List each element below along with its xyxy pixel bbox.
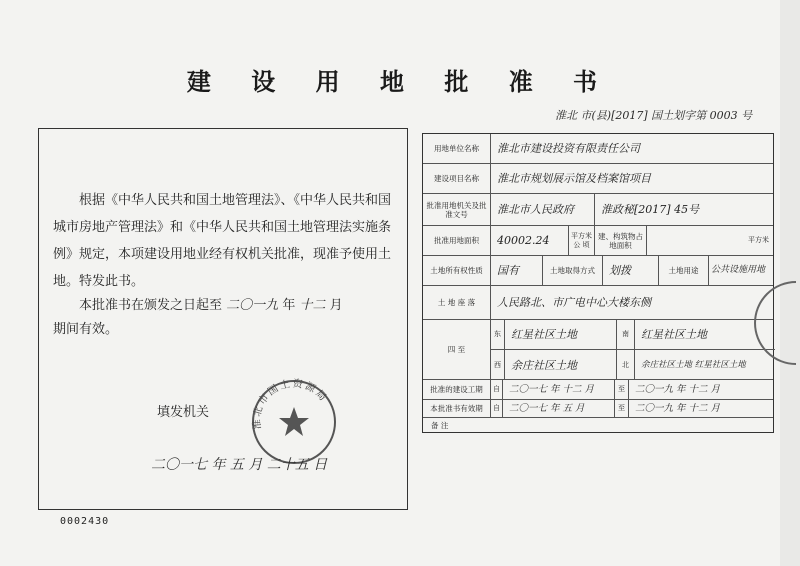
project-value: 淮北市规划展示馆及档案馆项目 [497,172,651,185]
remarks-label: 备 注 [431,421,449,430]
document-number: 淮北 市(县)[2017] 国土划字第 0003 号 [555,109,753,122]
partial-seal-right [752,278,796,372]
validity-year: 二〇一九 [226,298,279,313]
seal-text: 淮北市国土资源局 [251,378,330,430]
land-info-table [422,133,774,433]
approval-org: 淮北市人民政府 [491,194,595,225]
period-from-label: 自 [491,380,503,399]
validity-prefix: 本批准书在颁发之日起至 [79,298,223,313]
area-unit-sqm: 平方米 [571,231,592,240]
west-label: 西 [491,350,505,380]
boundary-label: 四 至 [423,320,491,379]
valid-to: 二〇一九 年 十二 月 [635,403,721,414]
boundary-row [423,320,773,380]
table-row [423,134,773,164]
east-label: 东 [491,320,505,349]
table-row [423,256,773,286]
validity-period [53,294,393,342]
validity-year-label: 年 [282,298,296,313]
table-row [423,380,773,400]
table-row [423,226,773,256]
period-from: 二〇一七 年 十二 月 [503,380,615,399]
north-label: 北 [617,350,635,380]
validity-month: 十二 [299,298,326,313]
period-to-label: 至 [615,380,629,399]
valid-from: 二〇一七 年 五 月 [503,400,615,417]
approval-label: 批准用地机关及批准文号 [423,194,491,225]
issuer-label: 填发机关 [157,405,210,420]
valid-label: 本批准书有效期 [423,400,491,417]
south-value: 红星社区土地 [641,328,707,341]
page-title: 建 设 用 地 批 准 书 [186,68,614,96]
building-area-unit: 平方米 [748,236,769,244]
area-unit-mu: 公 顷 [573,240,590,249]
table-row [423,400,773,418]
use-label: 土地用途 [659,256,709,285]
project-label: 建设项目名称 [423,164,491,193]
area-label: 批准用地面积 [423,226,491,255]
ownership-value: 国有 [491,256,543,285]
east-value: 红星社区土地 [505,320,617,349]
building-area-label: 建、构筑物占地面积 [595,226,647,255]
table-row [423,286,773,320]
location-value: 人民路北、市广电中心大楼东侧 [497,296,651,309]
location-label: 土 地 座 落 [423,286,491,319]
validity-suffix: 期间有效。 [53,322,119,337]
unit-label: 用地单位名称 [423,134,491,163]
serial-number: 0002430 [60,516,110,527]
table-row [423,194,773,226]
north-value: 余庄社区土地 红星社区土地 [641,360,746,370]
period-to: 二〇一九 年 十二 月 [635,384,721,395]
south-label: 南 [617,320,635,349]
west-value: 余庄社区土地 [505,350,617,380]
valid-from-label: 自 [491,400,503,417]
approval-doc: 淮政秘[2017] 45号 [601,203,700,216]
approval-statement-box [38,128,408,510]
validity-month-label: 月 [329,298,343,313]
valid-to-label: 至 [615,400,629,417]
area-value: 40002.24 [491,226,569,255]
period-label: 批准的建设工期 [423,380,491,399]
supply-value: 划拨 [603,256,659,285]
approval-statement: 根据《中华人民共和国土地管理法》、《中华人民共和国城市房地产管理法》和《中华人民共和国土地管理法实施条例》规定，本项建设用地业经有权机关批准，现准予使用土地。特发此书。 [53,193,392,289]
table-row [423,164,773,194]
supply-label: 土地取得方式 [543,256,603,285]
use-value: 公共设施用地 [711,265,766,275]
ownership-label: 土地所有权性质 [423,256,491,285]
unit-value: 淮北市建设投资有限责任公司 [497,142,640,155]
issue-date: 二〇一七 年 五 月 二十五 日 [151,457,328,473]
